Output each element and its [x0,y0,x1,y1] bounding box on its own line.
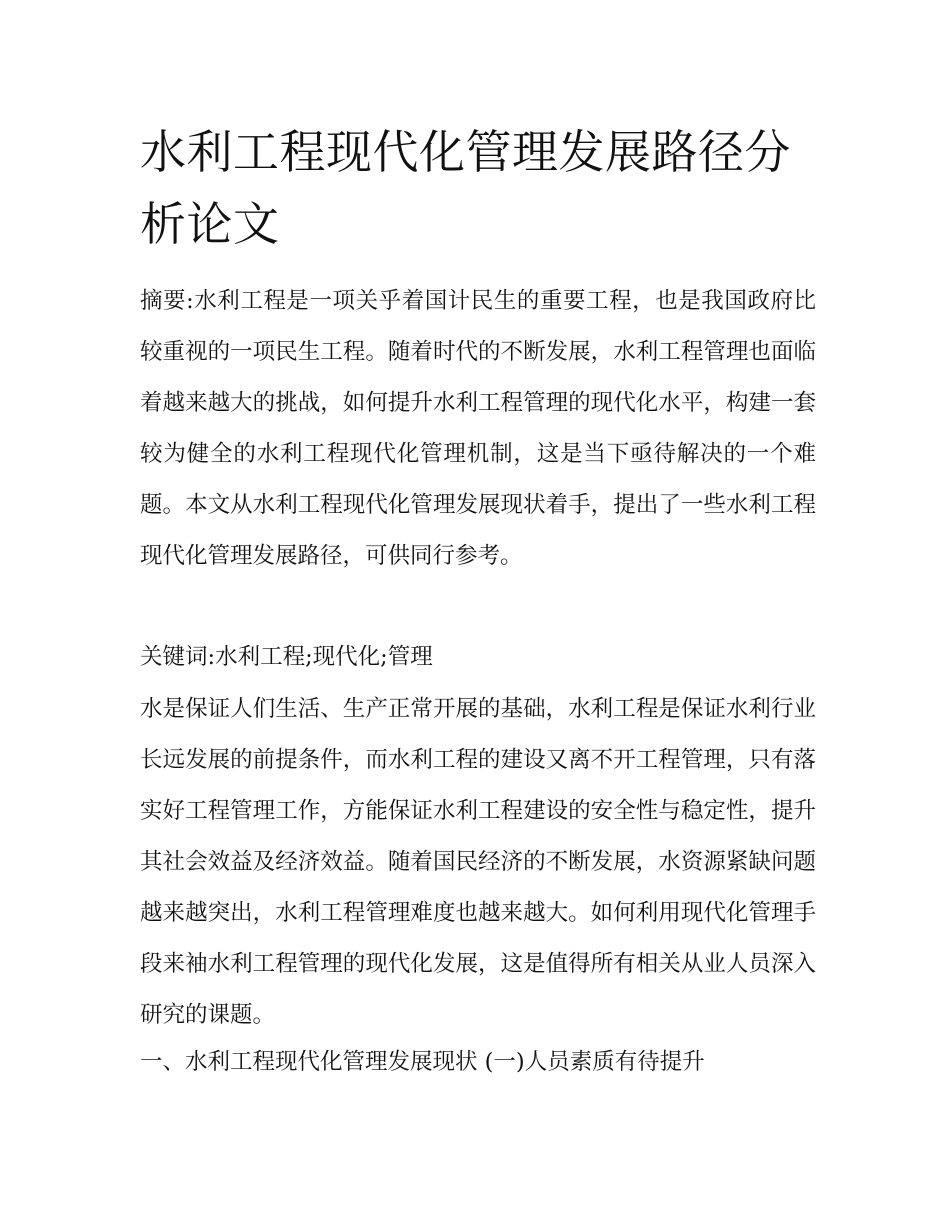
abstract-paragraph: 摘要:水利工程是一项关乎着国计民生的重要工程，也是我国政府比较重视的一项民生工程。随着时代的不断发展，水利工程管理也面临着越来越大的挑战，如何提升水利工程管理的现代化水平，构建一套较为健全的水利工程现代化管理机制，这是当下亟待解决的一个难题。本文从水利工程现代化管理发展现状着手，提出了一些水利工程现代化管理发展路径，可供同行参考。 [140,288,816,569]
section-heading: 一、水利工程现代化管理发展现状 (一)人员素质有待提升 [140,1049,705,1075]
document-title: 水利工程现代化管理发展路径分析论文 [140,125,791,251]
introduction-paragraph: 水是保证人们生活、生产正常开展的基础，水利工程是保证水利行业长远发展的前提条件，而水利工程的建设又离不开工程管理，只有落实好工程管理工作，方能保证水利工程建设的安全性与稳定性，提升其社会效益及经济效益。随着国民经济的不断发展，水资源紧缺问题越来越突出，水利工程管理难度也越来越大。如何利用现代化管理手段来袖水利工程管理的现代化发展，这是值得所有相关从业人员深入研究的课题。 [140,696,816,1028]
keywords-line: 关键词:水利工程;现代化;管理 [140,644,433,670]
